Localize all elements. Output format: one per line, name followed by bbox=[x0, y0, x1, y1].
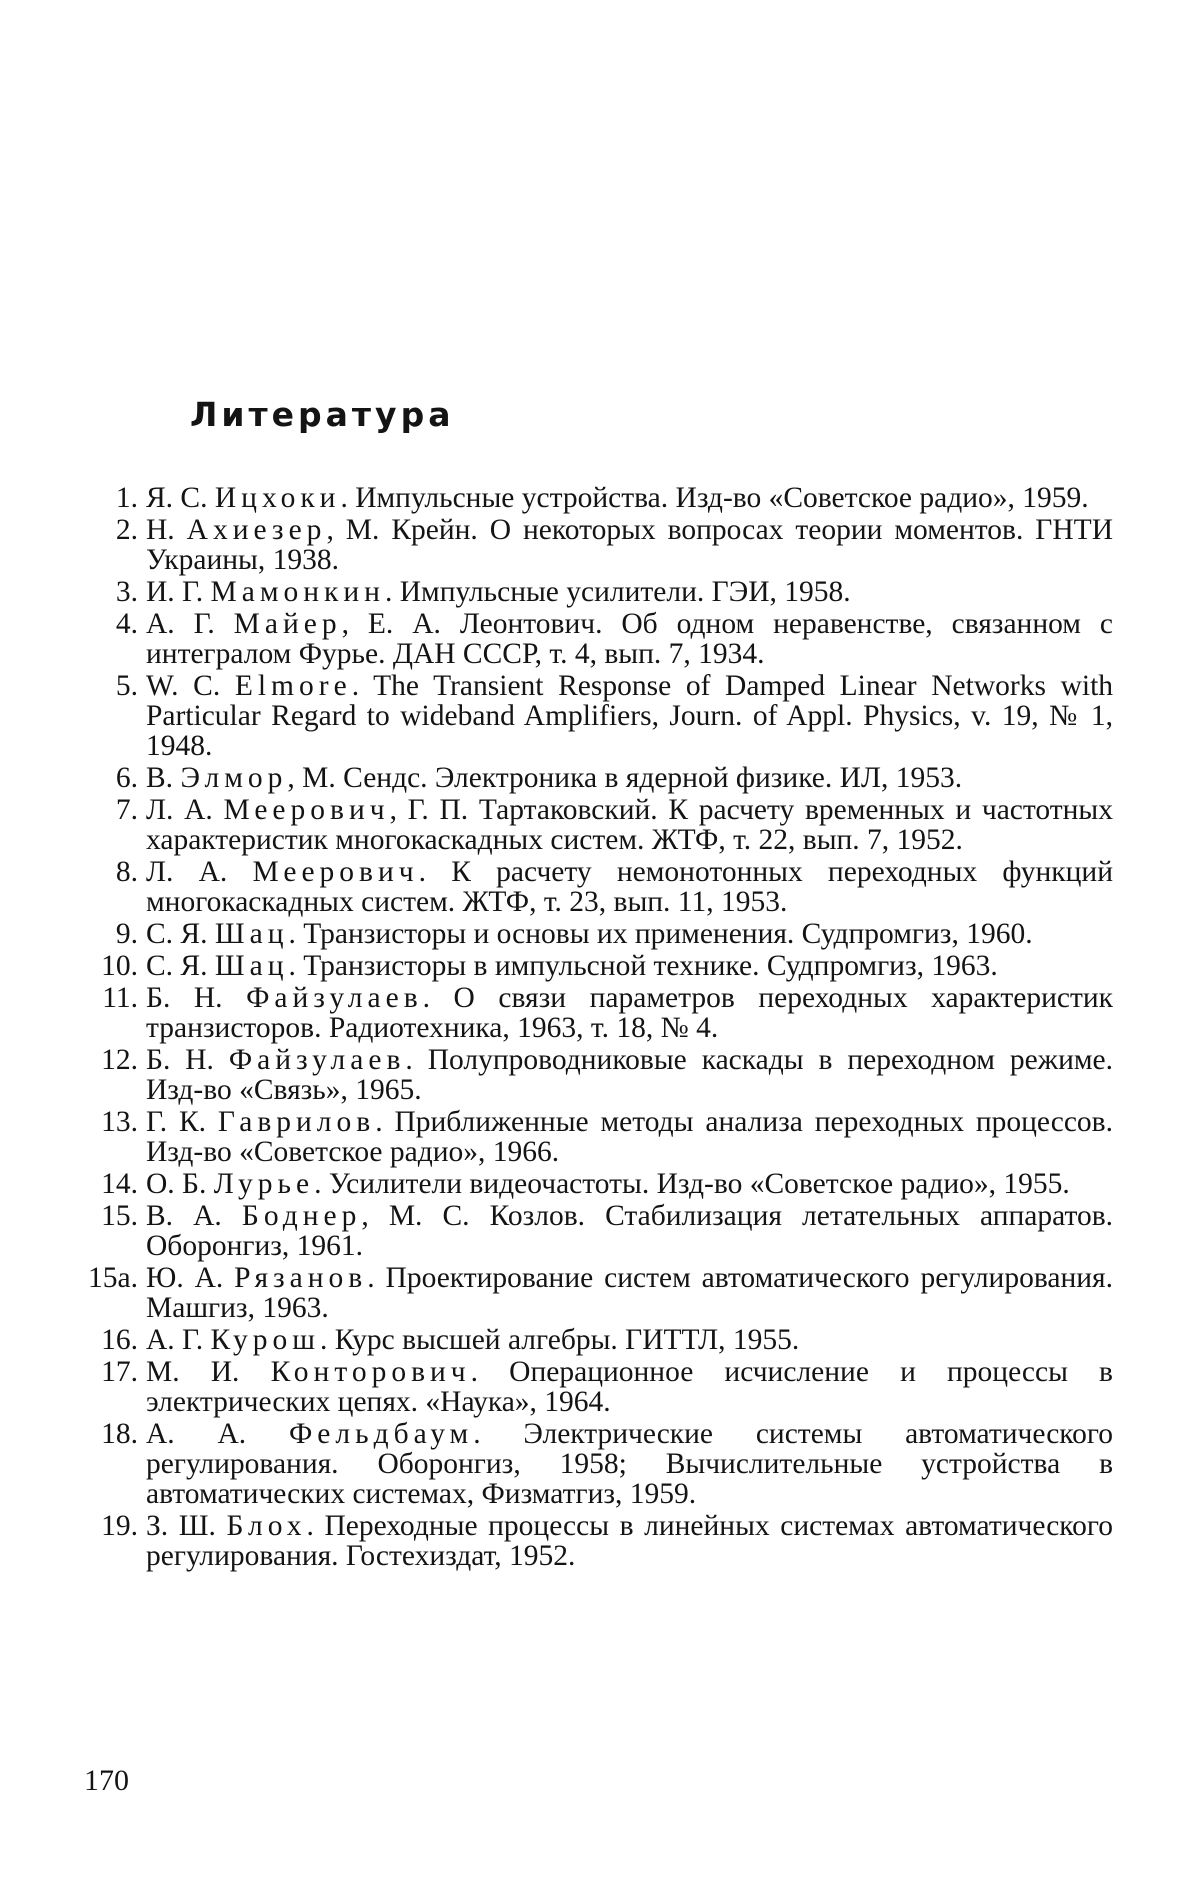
reference-author: Блох bbox=[226, 1510, 307, 1542]
reference-item bbox=[78, 483, 1113, 513]
reference-author: Мамонкин bbox=[210, 576, 385, 608]
page-number: 170 bbox=[84, 1764, 129, 1797]
reference-number: 10. bbox=[101, 950, 138, 982]
reference-author: Фельдбаум bbox=[289, 1418, 474, 1450]
reference-item bbox=[78, 671, 1113, 761]
reference-initials: Л. А. bbox=[146, 856, 253, 888]
reference-initials: Ю. А. bbox=[146, 1262, 235, 1294]
reference-author: Конторович bbox=[270, 1356, 471, 1388]
reference-initials: С. Я. bbox=[146, 950, 215, 982]
reference-author: Шац bbox=[214, 918, 289, 950]
reference-number: 17. bbox=[101, 1356, 138, 1388]
reference-number: 13. bbox=[101, 1106, 138, 1138]
reference-text: . Усилители видеочастоты. Изд-во «Советское радио», 1955. bbox=[314, 1168, 1070, 1200]
reference-author: Курош bbox=[210, 1324, 320, 1356]
reference-item bbox=[78, 795, 1113, 855]
reference-author: Меерович bbox=[252, 856, 419, 888]
reference-text: . Приближенные методы анализа переходных процессов. Изд-во «Советское радио», 1966. bbox=[146, 1106, 1113, 1168]
reference-text: . Транзисторы и основы их применения. Судпромгиз, 1960. bbox=[288, 918, 1033, 950]
reference-author: Файзулаев bbox=[246, 982, 423, 1014]
reference-initials: Б. Н. bbox=[146, 982, 247, 1014]
reference-number: 1. bbox=[115, 482, 138, 514]
reference-number: 3. bbox=[115, 576, 138, 608]
reference-item bbox=[78, 1263, 1113, 1323]
reference-initials: С. Я. bbox=[146, 918, 215, 950]
reference-item bbox=[78, 1357, 1113, 1417]
reference-number: 15а. bbox=[88, 1262, 138, 1294]
reference-initials: И. Г. bbox=[146, 576, 211, 608]
reference-text: . О связи параметров переходных характеристик транзисторов. Радиотехника, 1963, т. 18, № 4. bbox=[146, 982, 1113, 1044]
reference-initials: А. Г. bbox=[146, 1324, 211, 1356]
reference-author: Меерович bbox=[223, 794, 390, 826]
reference-number: 15. bbox=[101, 1200, 138, 1232]
reference-item bbox=[78, 857, 1113, 917]
reference-item bbox=[78, 763, 1113, 793]
reference-author: Лурье bbox=[213, 1168, 315, 1200]
reference-item bbox=[78, 1107, 1113, 1167]
reference-text: . The Transient Response of Damped Linear Networks with Particular Regard to wideband Amplifiers, Journ. of Appl. Physics, v. 19, № 1, 1948. bbox=[146, 670, 1114, 762]
reference-initials: Г. К. bbox=[146, 1106, 218, 1138]
reference-initials: З. Ш. bbox=[146, 1510, 227, 1542]
reference-initials: Б. Н. bbox=[146, 1044, 229, 1076]
reference-author: Elmore bbox=[234, 670, 352, 702]
reference-item bbox=[78, 1201, 1113, 1261]
reference-text: . Импульсные усилители. ГЭИ, 1958. bbox=[384, 576, 851, 608]
reference-number: 14. bbox=[101, 1168, 138, 1200]
reference-author: Ахиезер bbox=[186, 514, 327, 546]
reference-initials: Н. bbox=[146, 514, 187, 546]
reference-initials: М. И. bbox=[146, 1356, 271, 1388]
reference-initials: А. А. bbox=[146, 1418, 289, 1450]
reference-initials: W. C. bbox=[146, 670, 235, 702]
reference-text: . Курс высшей алгебры. ГИТТЛ, 1955. bbox=[319, 1324, 800, 1356]
reference-item bbox=[78, 1511, 1113, 1571]
reference-author: Боднер bbox=[241, 1200, 362, 1232]
reference-initials: В. А. bbox=[146, 1200, 242, 1232]
reference-number: 19. bbox=[101, 1510, 138, 1542]
reference-number: 4. bbox=[115, 608, 138, 640]
reference-number: 5. bbox=[115, 670, 138, 702]
reference-item bbox=[78, 1045, 1113, 1105]
reference-item bbox=[78, 1169, 1113, 1199]
reference-initials: В. bbox=[146, 762, 181, 794]
reference-item bbox=[78, 577, 1113, 607]
reference-text: , Е. А. Леонтович. Об одном неравенстве, связанном с интегралом Фурье. ДАН СССР, т. 4, вып. 7, 1934. bbox=[146, 608, 1113, 670]
reference-number: 16. bbox=[101, 1324, 138, 1356]
reference-text: , М. С. Козлов. Стабилизация летательных аппаратов. Оборонгиз, 1961. bbox=[146, 1200, 1113, 1262]
reference-text: . Проектирование систем автоматического регулирования. Машгиз, 1963. bbox=[146, 1262, 1113, 1324]
reference-text: . К расчету немонотонных переходных функций многокаскадных систем. ЖТФ, т. 23, вып. 11, 1953. bbox=[146, 856, 1114, 918]
reference-author: Файзулаев bbox=[228, 1044, 406, 1076]
reference-initials: Я. С. bbox=[146, 482, 215, 514]
reference-number: 2. bbox=[115, 514, 138, 546]
reference-item bbox=[78, 919, 1113, 949]
reference-text: , М. Крейн. О некоторых вопросах теории моментов. ГНТИ Украины, 1938. bbox=[146, 514, 1113, 576]
reference-text: . Транзисторы в импульсной технике. Судпромгиз, 1963. bbox=[288, 950, 998, 982]
reference-list bbox=[78, 483, 1113, 1573]
reference-number: 9. bbox=[115, 918, 138, 950]
reference-text: . Переходные процессы в линейных системах автоматического регулирования. Гостехиздат, 1952. bbox=[146, 1510, 1113, 1572]
reference-item bbox=[78, 983, 1113, 1043]
reference-author: Ицхоки bbox=[214, 482, 341, 514]
reference-text: . Полупроводниковые каскады в переходном режиме. Изд-во «Связь», 1965. bbox=[146, 1044, 1113, 1106]
reference-initials: А. Г. bbox=[146, 608, 234, 640]
reference-item bbox=[78, 1325, 1113, 1355]
reference-author: Гаврилов bbox=[217, 1106, 376, 1138]
reference-author: Шац bbox=[214, 950, 289, 982]
reference-item bbox=[78, 609, 1113, 669]
reference-item bbox=[78, 515, 1113, 575]
reference-number: 11. bbox=[102, 982, 138, 1014]
reference-author: Элмор bbox=[180, 762, 288, 794]
reference-number: 8. bbox=[115, 856, 138, 888]
section-heading: Литература bbox=[190, 395, 455, 434]
reference-number: 6. bbox=[115, 762, 138, 794]
reference-number: 12. bbox=[101, 1044, 138, 1076]
reference-text: , Г. П. Тартаковский. К расчету временных и частотных характеристик многокаскадных систем. ЖТФ, т. 22, вып. 7, 1952. bbox=[146, 794, 1114, 856]
reference-item bbox=[78, 951, 1113, 981]
reference-text: . Импульсные устройства. Изд-во «Советское радио», 1959. bbox=[340, 482, 1089, 514]
reference-text: . Электрические системы автоматического регулирования. Оборонгиз, 1958; Вычислительные устройства в автоматических системах, Физматгиз, 1959. bbox=[146, 1418, 1114, 1510]
reference-text: , М. Сендс. Электроника в ядерной физике. ИЛ, 1953. bbox=[287, 762, 963, 794]
reference-text: . Операционное исчисление и процессы в электрических цепях. «Наука», 1964. bbox=[146, 1356, 1113, 1418]
reference-item bbox=[78, 1419, 1113, 1509]
reference-author: Майер bbox=[233, 608, 342, 640]
reference-number: 18. bbox=[101, 1418, 138, 1450]
reference-number: 7. bbox=[115, 794, 138, 826]
reference-initials: О. Б. bbox=[146, 1168, 214, 1200]
reference-author: Рязанов bbox=[234, 1262, 368, 1294]
reference-initials: Л. А. bbox=[146, 794, 224, 826]
